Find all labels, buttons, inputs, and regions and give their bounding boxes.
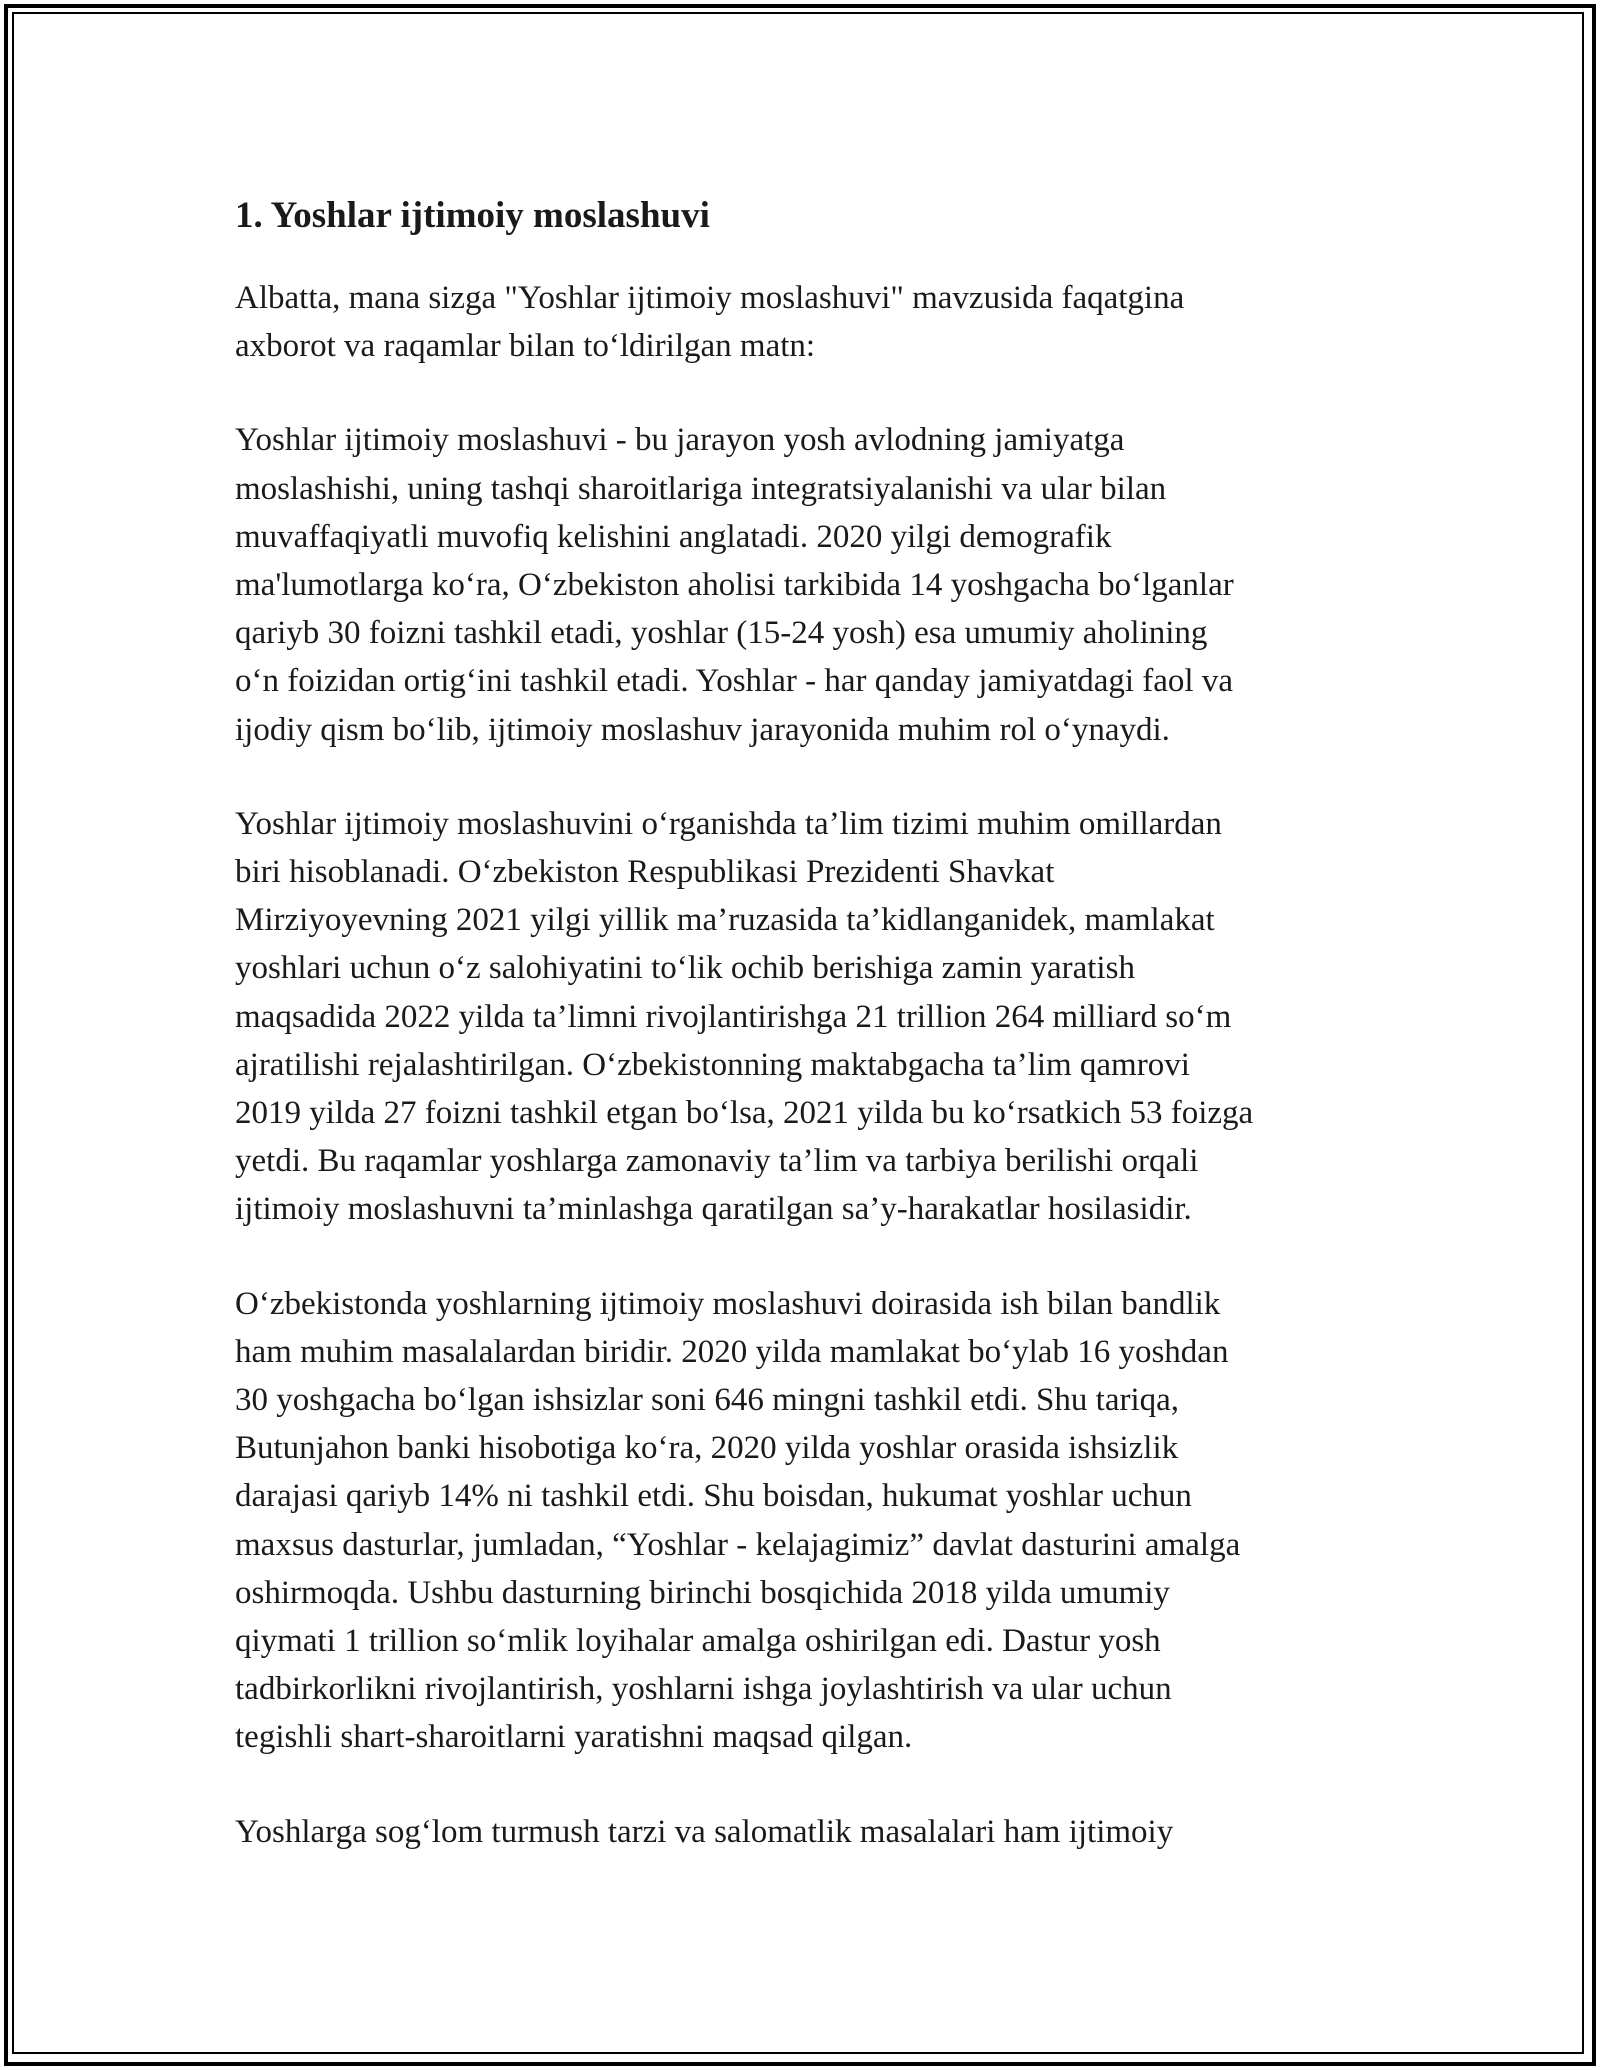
document-body: [235, 186, 1395, 1902]
section-heading: 1. Yoshlar ijtimoiy moslashuvi: [235, 195, 710, 236]
paragraph-health: Yoshlarga sog‘lom turmush tarzi va salomatlik masalalari ham ijtimoiy: [235, 1813, 1174, 1850]
intro-paragraph: Albatta, mana sizga "Yoshlar ijtimoiy moslashuvi" mavzusida faqatgina axborot va raqamlar bilan to‘ldirilgan matn:: [235, 280, 1185, 365]
paragraph-definition: Yoshlar ijtimoiy moslashuvi - bu jarayon yosh avlodning jamiyatga moslashishi, uning tashqi sharoitlariga integratsiyalanishi va ular bilan muvaffaqiyatli muvofiq kelishini anglatadi. 2020 yilgi demografik ma'lumotlarga ko‘ra, O‘zbekiston aholisi tarkibida 14 yoshgacha bo‘lganlar qariyb 30 foizni tashkil etadi, yoshlar (15-24 yosh) esa umumiy aholining o‘n foizidan ortig‘ini tashkil etadi. Yoshlar - har qanday jamiyatdagi faol va ijodiy qism bo‘lib, ijtimoiy moslashuv jarayonida muhim rol o‘ynaydi.: [235, 422, 1234, 748]
paragraph-employment: O‘zbekistonda yoshlarning ijtimoiy moslashuvi doirasida ish bilan bandlik ham muhim masalalardan biridir. 2020 yilda mamlakat bo‘ylab 16 yoshdan 30 yoshgacha bo‘lgan ishsizlar soni 646 mingni tashkil etdi. Shu tariqa, Butunjahon banki hisobotiga ko‘ra, 2020 yilda yoshlar orasida ishsizlik darajasi qariyb 14% ni tashkil etdi. Shu boisdan, hukumat yoshlar uchun maxsus dasturlar, jumladan, “Yoshlar - kelajagimiz” davlat dasturini amalga oshirmoqda. Ushbu dasturning birinchi bosqichida 2018 yilda umumiy qiymati 1 trillion so‘mlik loyihalar amalga oshirilgan edi. Dastur yosh tadbirkorlikni rivojlantirish, yoshlarni ishga joylashtirish va ular uchun tegishli shart-sharoitlarni yaratishni maqsad qilgan.: [235, 1285, 1241, 1756]
paragraph-education: Yoshlar ijtimoiy moslashuvini o‘rganishda ta’lim tizimi muhim omillardan biri hisoblanadi. O‘zbekiston Respublikasi Prezidenti Shavkat Mirziyoyevning 2021 yilgi yillik ma’ruzasida ta’kidlanganidek, mamlakat yoshlari uchun o‘z salohiyatini to‘lik ochib berishiga zamin yaratish maqsadida 2022 yilda ta’limni rivojlantirishga 21 trillion 264 milliard so‘m ajratilishi rejalashtirilgan. O‘zbekistonning maktabgacha ta’lim qamrovi 2019 yilda 27 foizni tashkil etgan bo‘lsa, 2021 yilda bu ko‘rsatkich 53 foizga yetdi. Bu raqamlar yoshlarga zamonaviy ta’lim va tarbiya berilishi orqali ijtimoiy moslashuvni ta’minlashga qaratilgan sa’y-harakatlar hosilasidir.: [235, 805, 1254, 1228]
